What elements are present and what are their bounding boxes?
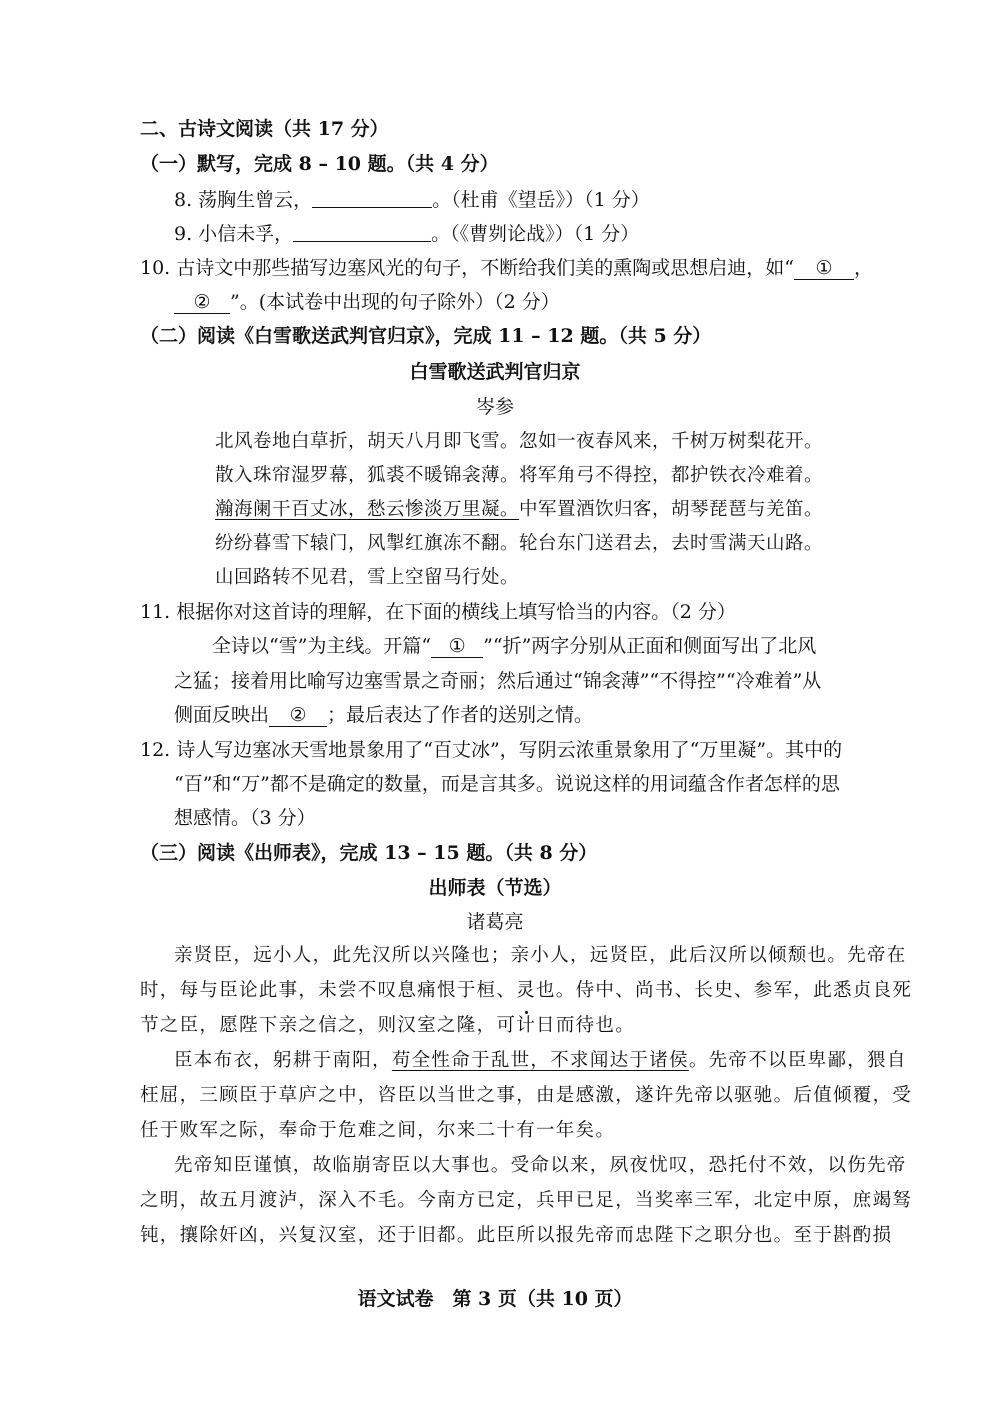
prose-line: 时，每与臣论此事，未尝不叹息痛恨于桓、灵也。侍中、尚书、长史、参军，此悉贞良死 [140, 980, 913, 1001]
poem-title: 白雪歌送武判官归京 [409, 361, 581, 383]
question-11-title: 11. 根据你对这首诗的理解，在下面的横线上填写恰当的内容。（2 分） [140, 601, 736, 623]
prose-line: 之明，故五月渡泸，深入不毛。今南方已定，兵甲已足，当奖率三军，北定中原，庶竭驽 [140, 1190, 913, 1211]
answer-blank[interactable] [312, 187, 432, 208]
answer-blank[interactable] [293, 221, 431, 242]
prose-line: 臣本布衣，躬耕于南阳，苟全性命于乱世，不求闻达于诸侯。先帝不以臣卑鄙，猥自 [174, 1050, 907, 1071]
underlined-sentence: 苟全性命于乱世，不求闻达于诸侯 [391, 1050, 689, 1071]
prose-line: 节之臣，愿陛下亲之信之，则汉室之隆，可计日而待也。 [140, 1015, 636, 1036]
question-12-line: 12. 诗人写边塞冰天雪地景象用了“百丈冰”，写阴云浓重景象用了“万里凝”。其中的 [140, 739, 843, 761]
answer-blank-2[interactable]: ② [269, 704, 327, 727]
poem-line: 纷纷暮雪下辕门，风掣红旗冻不翻。轮台东门送君去，去时雪满天山路。 [215, 533, 824, 554]
prose-line: 任于败军之际，奉命于危难之间，尔来二十有一年矣。 [140, 1120, 616, 1141]
section-title: 二、古诗文阅读（共 17 分） [140, 118, 389, 140]
question-11-line: 侧面反映出 ② ；最后表达了作者的送别之情。 [174, 704, 594, 726]
question-9: 9. 小信未孚， 。（《曹刿论战》）（1 分） [174, 223, 640, 245]
question-10-line1: 10. 古诗文中那些描写边塞风光的句子，不断给我们美的熏陶或思想启迪，如“ ① ， [140, 257, 873, 279]
prose-line: 钝，攘除奸凶，兴复汉室，还于旧都。此臣所以报先帝而忠陛下之职分也。至于斟酌损 [140, 1225, 893, 1246]
page-footer: 语文试卷 第 3 页（共 10 页） [357, 1288, 633, 1310]
answer-blank-1[interactable]: ① [794, 257, 854, 280]
question-12-line: 想感情。（3 分） [174, 807, 316, 829]
prose-line: 枉屈，三顾臣于草庐之中，咨臣以当世之事，由是感激，遂许先帝以驱驰。后值倾覆，受 [140, 1085, 913, 1106]
prose-line: 亲贤臣，远小人，此先汉所以兴隆也；亲小人，远贤臣，此后汉所以倾颓也。先帝在 [174, 945, 907, 966]
part3-title: （三）阅读《出师表》，完成 13 – 15 题。（共 8 分） [140, 842, 598, 864]
poem-line: 山回路转不见君，雪上空留马行处。 [215, 567, 520, 588]
part1-title: （一）默写，完成 8 – 10 题。（共 4 分） [140, 153, 499, 175]
question-8: 8. 荡胸生曾云， 。（杜甫《望岳》）（1 分） [174, 189, 650, 211]
prose-line: 先帝知臣谨慎，故临崩寄臣以大事也。受命以来，夙夜忧叹，恐托付不效，以伤先帝 [174, 1155, 907, 1176]
underlined-verse: 瀚海阑干百丈冰，愁云惨淡万里凝。 [215, 499, 520, 520]
poem-line: 散入珠帘湿罗幕，狐裘不暖锦衾薄。将军角弓不得控，都护铁衣冷难着。 [215, 465, 824, 486]
question-10-line2: ② ”。(本试卷中出现的句子除外）（2 分） [174, 290, 560, 314]
poem-author: 岑参 [475, 396, 514, 418]
part2-title: （二）阅读《白雪歌送武判官归京》，完成 11 – 12 题。（共 5 分） [140, 325, 712, 347]
poem-line: 北风卷地白草折，胡天八月即飞雪。忽如一夜春风来，千树万树梨花开。 [215, 431, 824, 452]
text-title: 出师表（节选） [428, 877, 562, 899]
question-11-line: 之猛；接着用比喻写边塞雪景之奇丽；然后通过“锦衾薄”“不得控”“冷难着”从 [174, 670, 822, 692]
emphasis-dot-char: 计 [516, 1015, 537, 1036]
question-12-line: “百”和“万”都不是确定的数量，而是言其多。说说这样的用词蕴含作者怎样的思 [174, 773, 840, 795]
text-author: 诸葛亮 [466, 911, 524, 933]
answer-blank-1[interactable]: ① [431, 635, 483, 658]
question-11-line: 全诗以“雪”为主线。开篇“ ① ”“折”两字分别从正面和侧面写出了北风 [212, 635, 817, 657]
answer-blank-2[interactable]: ② [174, 291, 230, 314]
poem-line: 瀚海阑干百丈冰，愁云惨淡万里凝。中军置酒饮归客，胡琴琵琶与羌笛。 [215, 499, 824, 520]
